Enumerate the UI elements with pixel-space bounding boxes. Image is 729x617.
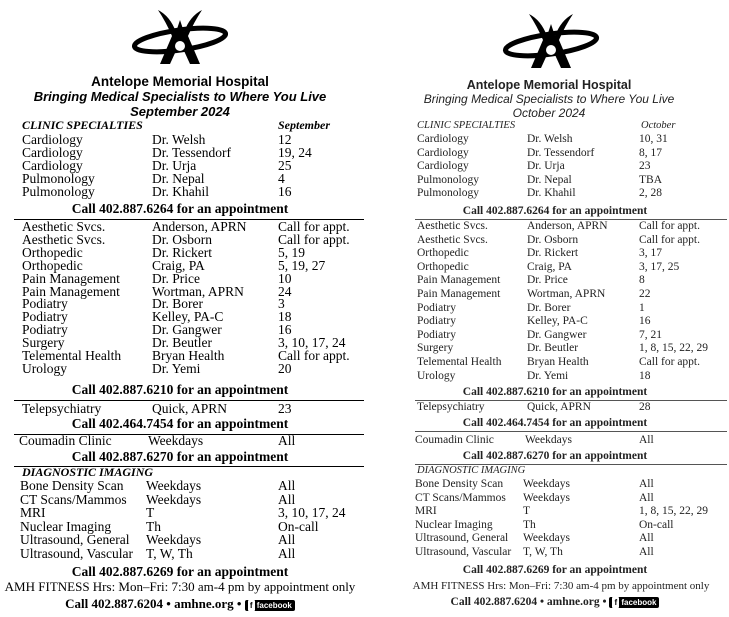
footer-contact[interactable]: Call 402.887.6204 • amhne.org • — [450, 596, 607, 608]
dates-cell: 22 — [639, 288, 651, 300]
table-row — [417, 315, 729, 329]
facebook-label: facebook — [256, 600, 292, 610]
specialty-cell: Orthopedic — [417, 247, 469, 260]
provider-cell: Th — [146, 518, 161, 534]
provider-cell: Quick, APRN — [152, 401, 228, 416]
specialty-cell: Podiatry — [22, 309, 68, 325]
specialty-cell: Pain Management — [417, 288, 501, 300]
provider-cell: Dr. Khahil — [527, 187, 576, 200]
provider-cell: Dr. Nepal — [527, 173, 572, 186]
dates-cell: 16 — [278, 184, 292, 199]
table-row — [22, 145, 362, 159]
provider-cell: Craig, PA — [152, 257, 205, 273]
dates-cell: All — [278, 491, 296, 507]
month-title: September 2024 — [130, 104, 230, 119]
dates-cell: All — [278, 532, 296, 548]
table-row — [22, 546, 362, 560]
provider-cell: Weekdays — [148, 433, 204, 448]
specialty-cell: Telemental Health — [22, 348, 122, 363]
table-row — [417, 532, 729, 546]
table-row — [417, 133, 729, 147]
dates-cell: On-call — [278, 518, 319, 534]
provider-cell: Dr. Beutler — [527, 342, 579, 355]
specialty-cell: Pulmonology — [22, 171, 95, 186]
dates-cell: 23 — [278, 401, 292, 416]
specialty-cell: Podiatry — [22, 296, 68, 312]
dates-cell: 7, 21 — [639, 328, 662, 341]
section-header-diagnostic — [417, 465, 525, 476]
provider-cell: Dr. Tessendorf — [152, 145, 232, 160]
specialty-cell: Telemental Health — [417, 356, 502, 368]
hospital-name: Antelope Memorial Hospital — [466, 78, 632, 92]
provider-cell: Dr. Urja — [152, 158, 197, 173]
dates-cell: 28 — [639, 401, 651, 413]
diagnostic-imaging-label: DIAGNOSTIC IMAGING — [417, 465, 526, 476]
table-row — [22, 492, 362, 506]
tagline: Bringing Medical Specialists to Where You Live — [423, 92, 675, 106]
dates-cell: Call for appt. — [639, 233, 700, 246]
antelope-logo-icon — [501, 10, 601, 72]
specialty-cell: Podiatry — [417, 315, 456, 328]
table-row — [22, 401, 362, 415]
dates-cell: 10, 31 — [639, 133, 668, 145]
specialty-cell: Pulmonology — [22, 184, 95, 199]
specialty-cell: Orthopedic — [22, 257, 83, 273]
provider-cell: Weekdays — [523, 478, 570, 490]
specialty-cell: Pain Management — [22, 283, 120, 299]
provider-cell: Dr. Gangwer — [152, 322, 222, 338]
provider-cell: Dr. Yemi — [152, 360, 201, 376]
specialty-cell: Podiatry — [417, 328, 456, 341]
diagnostic-imaging-label: DIAGNOSTIC IMAGING — [22, 465, 154, 479]
section-header-clinic — [22, 118, 143, 133]
provider-cell: Dr. Rickert — [527, 247, 579, 260]
table-row — [22, 245, 362, 259]
specialty-cell: Cardiology — [22, 158, 83, 173]
schedule-october — [369, 0, 729, 617]
table-row — [417, 342, 729, 356]
table-row — [417, 302, 729, 316]
table-row — [22, 258, 362, 272]
antelope-logo-icon — [130, 6, 230, 68]
provider-cell: Wortman, APRN — [152, 283, 244, 299]
table-row — [417, 505, 729, 519]
table-row — [417, 434, 729, 448]
table-row — [22, 309, 362, 323]
specialty-cell: Cardiology — [22, 132, 83, 147]
specialty-cell: CT Scans/Mammos — [415, 491, 506, 504]
dates-cell: Call for appt. — [278, 348, 350, 363]
provider-cell: T — [523, 505, 531, 518]
provider-cell: Dr. Nepal — [152, 171, 205, 186]
dates-cell: 3, 17 — [639, 247, 662, 260]
table-row — [22, 158, 362, 172]
specialty-cell: Surgery — [22, 335, 65, 351]
dates-cell: 5, 19 — [278, 244, 305, 260]
specialty-cell: Surgery — [417, 342, 454, 355]
dates-cell: 5, 19, 27 — [278, 257, 326, 273]
specialty-cell: Ultrasound, Vascular — [415, 546, 512, 558]
provider-cell: T, W, Th — [523, 546, 563, 558]
dates-cell: 8, 17 — [639, 146, 662, 159]
dates-cell: All — [639, 434, 654, 446]
specialty-cell: Nuclear Imaging — [415, 518, 493, 531]
specialty-cell: Coumadin Clinic — [19, 433, 112, 448]
table-row — [22, 184, 362, 198]
dates-cell: 4 — [278, 171, 285, 186]
dates-cell: 18 — [278, 309, 292, 325]
footer-contact[interactable]: Call 402.887.6204 • amhne.org • — [65, 596, 242, 611]
dates-cell: Call for appt. — [278, 231, 350, 247]
provider-cell: Dr. Price — [527, 274, 568, 287]
call-appointment-6210: Call 402.887.6210 for an appointment — [462, 386, 648, 398]
table-row — [417, 356, 729, 370]
provider-cell: Dr. Borer — [152, 296, 203, 312]
provider-cell: Dr. Rickert — [152, 244, 212, 260]
dates-cell: 10 — [278, 270, 292, 286]
divider — [415, 431, 727, 432]
table-row — [22, 519, 362, 533]
dates-cell: 1, 8, 15, 22, 29 — [639, 505, 708, 518]
specialty-cell: Urology — [22, 360, 67, 376]
specialty-cell: Cardiology — [417, 146, 469, 159]
provider-cell: Dr. Price — [152, 270, 200, 286]
specialty-cell: Ultrasound, General — [20, 532, 130, 548]
fitness-hours: AMH FITNESS Hrs: Mon–Fri: 7:30 am-4 pm by appointment only — [4, 579, 356, 594]
table-row — [417, 478, 729, 492]
specialty-cell: Ultrasound, Vascular — [20, 546, 133, 561]
table-row — [22, 271, 362, 285]
dates-cell: All — [639, 546, 654, 558]
table-row — [417, 329, 729, 343]
dates-cell: 12 — [278, 132, 292, 147]
specialty-cell: Pain Management — [22, 270, 120, 286]
specialty-cell: Aesthetic Svcs. — [417, 220, 488, 232]
call-appointment-7454: Call 402.464.7454 for an appointment — [71, 416, 289, 431]
provider-cell: Dr. Urja — [527, 160, 565, 173]
dates-cell: 24 — [278, 283, 292, 299]
dates-cell: 3, 10, 17, 24 — [278, 335, 346, 351]
specialty-cell: CT Scans/Mammos — [20, 491, 127, 507]
provider-cell: Dr. Borer — [527, 301, 571, 314]
table-row — [22, 322, 362, 336]
call-appointment-6269: Call 402.887.6269 for an appointment — [71, 564, 289, 579]
table-row — [417, 174, 729, 188]
specialty-cell: Cardiology — [22, 145, 83, 160]
dates-cell: 3, 10, 17, 24 — [278, 505, 346, 521]
table-row — [417, 147, 729, 161]
table-row — [417, 274, 729, 288]
specialty-cell: Ultrasound, General — [415, 532, 509, 545]
specialty-cell: Pulmonology — [417, 173, 479, 186]
provider-cell: Weekdays — [146, 491, 202, 507]
table-row — [417, 492, 729, 506]
provider-cell: Weekdays — [525, 434, 572, 446]
dates-cell: 3 — [278, 296, 285, 312]
tagline: Bringing Medical Specialists to Where You Live — [33, 89, 327, 104]
provider-cell: T — [146, 505, 155, 521]
facebook-label: facebook — [621, 597, 657, 607]
call-appointment-6264: Call 402.887.6264 for an appointment — [71, 201, 289, 216]
provider-cell: Dr. Osborn — [527, 233, 579, 246]
provider-cell: Weekdays — [146, 478, 202, 493]
footer — [0, 596, 360, 612]
hospital-name: Antelope Memorial Hospital — [91, 74, 269, 89]
month-column-header: October — [641, 120, 676, 131]
call-appointment-6270: Call 402.887.6270 for an appointment — [462, 450, 648, 462]
provider-cell: Dr. Gangwer — [527, 328, 587, 341]
table-row — [22, 284, 362, 298]
table-row — [22, 132, 362, 146]
dates-cell: 8 — [639, 274, 645, 287]
month-title: October 2024 — [512, 106, 586, 120]
dates-cell: All — [278, 546, 296, 561]
dates-cell: 18 — [639, 369, 651, 382]
specialty-cell: Pain Management — [417, 274, 501, 287]
dates-cell: Call for appt. — [639, 220, 700, 232]
provider-cell: Dr. Welsh — [527, 133, 573, 145]
dates-cell: 25 — [278, 158, 292, 173]
table-row — [22, 361, 362, 375]
provider-cell: Quick, APRN — [527, 401, 591, 413]
specialty-cell: MRI — [20, 505, 46, 521]
table-row — [417, 247, 729, 261]
table-row — [22, 505, 362, 519]
specialty-cell: Telepsychiatry — [417, 401, 485, 413]
provider-cell: Dr. Osborn — [152, 231, 212, 247]
table-row — [417, 160, 729, 174]
table-row — [22, 171, 362, 185]
dates-cell: 20 — [278, 360, 292, 376]
specialty-cell: Bone Density Scan — [415, 478, 504, 490]
call-appointment-7454: Call 402.464.7454 for an appointment — [462, 417, 648, 429]
specialty-cell: Aesthetic Svcs. — [22, 231, 106, 247]
schedule-september — [0, 0, 360, 617]
facebook-icon[interactable]: f facebook — [609, 597, 659, 608]
provider-cell: Dr. Welsh — [152, 132, 206, 147]
dates-cell: All — [639, 532, 654, 545]
dates-cell: 16 — [639, 315, 651, 328]
dates-cell: 1, 8, 15, 22, 29 — [639, 342, 708, 355]
provider-cell: Wortman, APRN — [527, 288, 606, 300]
specialty-cell: Pulmonology — [417, 187, 479, 200]
provider-cell: Weekdays — [523, 532, 570, 545]
dates-cell: 2, 28 — [639, 187, 662, 200]
provider-cell: Anderson, APRN — [527, 220, 608, 232]
dates-cell: All — [639, 491, 654, 504]
call-appointment-6270: Call 402.887.6270 for an appointment — [71, 449, 289, 464]
dates-cell: Call for appt. — [639, 356, 700, 368]
table-row — [19, 433, 362, 448]
table-row — [417, 370, 729, 384]
call-appointment-6210: Call 402.887.6210 for an appointment — [71, 382, 289, 397]
specialty-cell: MRI — [415, 505, 437, 518]
table-row — [22, 232, 362, 246]
table-row — [417, 187, 729, 201]
clinic-specialties-label: CLINIC SPECIALTIES — [417, 120, 516, 131]
fitness-hours: AMH FITNESS Hrs: Mon–Fri: 7:30 am-4 pm by appointment only — [412, 580, 710, 592]
dates-cell: 3, 17, 25 — [639, 260, 680, 273]
dates-cell: All — [278, 478, 296, 493]
table-row — [22, 335, 362, 349]
specialty-cell: Telepsychiatry — [22, 401, 102, 416]
month-column-header: September — [278, 118, 330, 132]
table-row — [22, 532, 362, 546]
table-row — [417, 288, 729, 302]
specialty-cell: Orthopedic — [417, 260, 469, 273]
section-header-clinic — [417, 120, 515, 131]
provider-cell: Dr. Khahil — [152, 184, 209, 199]
provider-cell: Dr. Yemi — [527, 369, 569, 382]
specialty-cell: Podiatry — [22, 322, 68, 338]
table-row — [417, 261, 729, 275]
provider-cell: Bryan Health — [152, 348, 225, 363]
provider-cell: Kelley, PA-C — [527, 315, 588, 328]
dates-cell: All — [639, 478, 654, 490]
call-appointment-6264: Call 402.887.6264 for an appointment — [462, 205, 648, 217]
specialty-cell: Cardiology — [417, 160, 469, 173]
specialty-cell: Aesthetic Svcs. — [417, 233, 488, 246]
table-row — [22, 478, 362, 492]
provider-cell: Th — [523, 518, 536, 531]
dates-cell: 1 — [639, 301, 645, 314]
specialty-cell: Cardiology — [417, 133, 469, 145]
specialty-cell: Urology — [417, 369, 456, 382]
call-appointment-6269: Call 402.887.6269 for an appointment — [462, 564, 648, 576]
provider-cell: Dr. Tessendorf — [527, 146, 595, 159]
dates-cell: 23 — [639, 160, 651, 173]
table-row — [417, 220, 729, 234]
dates-cell: 16 — [278, 322, 292, 338]
clinic-specialties-label: CLINIC SPECIALTIES — [22, 118, 143, 132]
dates-cell: Call for appt. — [278, 219, 350, 234]
specialty-cell: Bone Density Scan — [20, 478, 124, 493]
dates-cell: TBA — [639, 173, 662, 186]
provider-cell: Bryan Health — [527, 356, 589, 368]
table-row — [22, 219, 362, 233]
specialty-cell: Orthopedic — [22, 244, 83, 260]
dates-cell: On-call — [639, 518, 674, 531]
table-row — [417, 234, 729, 248]
table-row — [22, 296, 362, 310]
provider-cell: T, W, Th — [146, 546, 193, 561]
table-row — [22, 348, 362, 362]
provider-cell: Dr. Beutler — [152, 335, 212, 351]
provider-cell: Weekdays — [523, 491, 570, 504]
specialty-cell: Coumadin Clinic — [415, 434, 494, 446]
footer — [375, 596, 729, 608]
facebook-icon[interactable]: f facebook — [245, 600, 295, 611]
table-row — [417, 401, 729, 415]
specialty-cell: Podiatry — [417, 301, 456, 314]
provider-cell: Weekdays — [146, 532, 202, 548]
specialty-cell: Aesthetic Svcs. — [22, 219, 106, 234]
table-row — [417, 519, 729, 533]
provider-cell: Craig, PA — [527, 260, 572, 273]
provider-cell: Anderson, APRN — [152, 219, 247, 234]
provider-cell: Kelley, PA-C — [152, 309, 224, 325]
table-row — [417, 546, 729, 560]
specialty-cell: Nuclear Imaging — [20, 518, 112, 534]
dates-cell: All — [278, 433, 296, 448]
dates-cell: 19, 24 — [278, 145, 312, 160]
